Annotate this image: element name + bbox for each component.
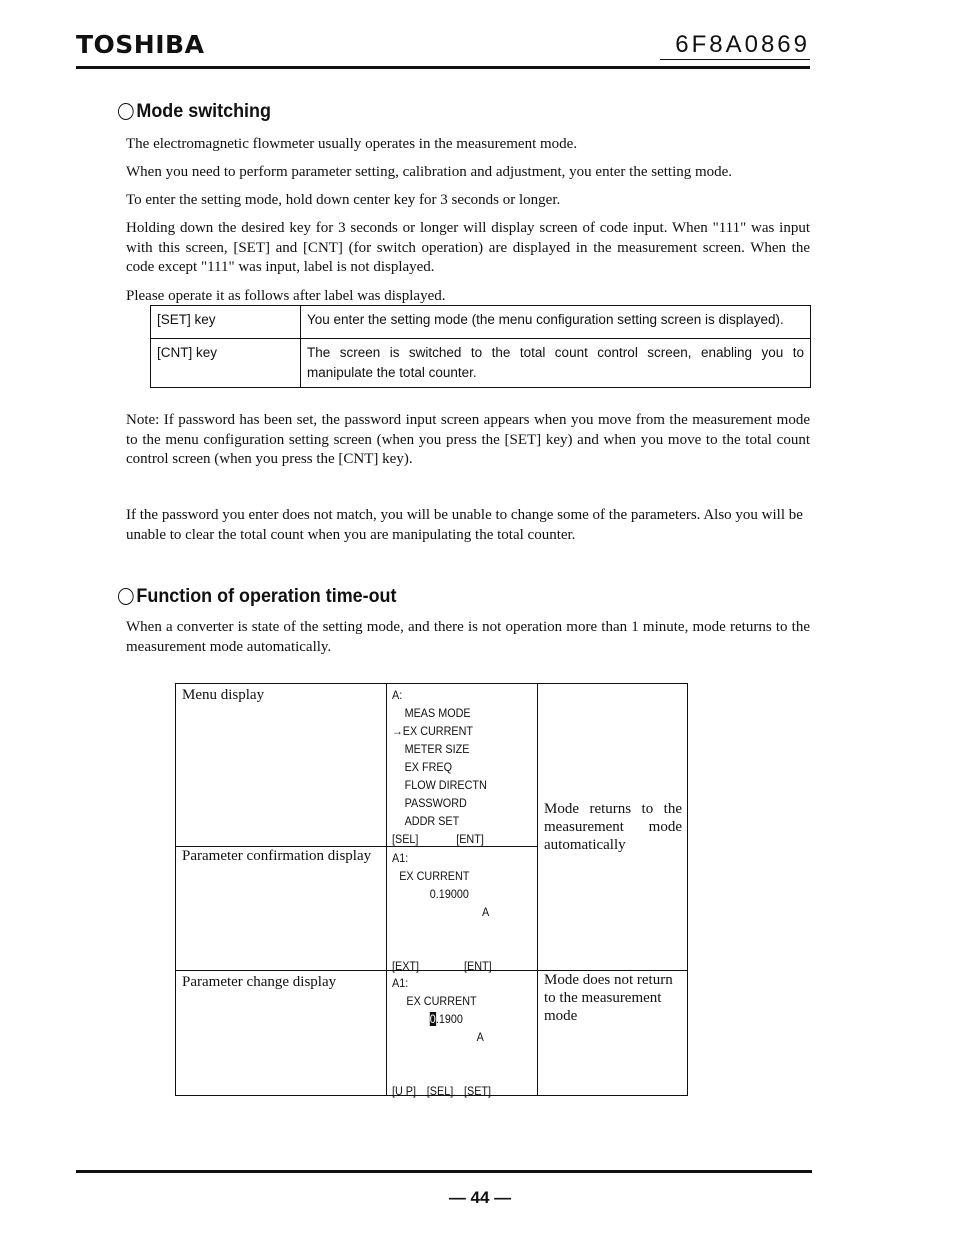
column-divider (537, 684, 538, 1095)
circle-bullet-icon (118, 588, 134, 605)
table-row (151, 306, 811, 339)
result-returns: Mode returns to the measurement mode automatically (544, 801, 682, 853)
softkey-sel: [SEL] (426, 1084, 454, 1098)
softkey-row (392, 957, 492, 975)
table-row (151, 339, 811, 388)
paragraph: Please operate it as follows after label was displayed. (126, 288, 446, 304)
section-title: Mode switching (136, 100, 271, 122)
menu-item-selected: →EX CURRENT (392, 724, 474, 738)
arrow-right-icon: → (392, 724, 403, 738)
lcd-screen-change (392, 974, 491, 1100)
lcd-screen-confirmation (392, 849, 492, 975)
softkey-ext: [EXT] (392, 959, 420, 973)
parameter-value: 0.19000 (429, 887, 469, 901)
timeout-table (175, 683, 688, 1096)
section-mode-switching-heading (118, 100, 271, 123)
key-cell: [CNT] key (151, 339, 301, 388)
footer-rule (76, 1170, 812, 1173)
note-paragraph: Note: If password has been set, the password input screen appears when you move from the measurement mode to the menu configuration setting screen (when you press the [SET] key) and when you move to the total count control screen (when you press the [CNT] key). (126, 412, 810, 467)
paragraph: When you need to perform parameter setting, calibration and adjustment, you enter the setting mode. (126, 164, 733, 180)
parameter-name: EX CURRENT (399, 869, 470, 883)
softkey-row (392, 1082, 491, 1100)
brand-logo: TOSHIBA (76, 30, 205, 59)
circle-bullet-icon (118, 103, 134, 120)
softkey-ent: [ENT] (456, 832, 484, 846)
description-cell: The screen is switched to the total count control screen, enabling you to manipulate the total counter. (301, 339, 811, 388)
menu-item: ADDR SET (404, 814, 460, 828)
parameter-value: 0.1900 (429, 1012, 463, 1026)
row-label-menu-display: Menu display (182, 687, 265, 703)
key-table (150, 305, 811, 388)
softkey-set: [SET] (464, 1084, 492, 1098)
description-cell: You enter the setting mode (the menu configuration setting screen is displayed). (301, 306, 811, 339)
header-rule (76, 66, 810, 69)
parameter-unit: A (482, 905, 490, 919)
paragraph: Holding down the desired key for 3 seconds or longer will display screen of code input. When "111" was input with this screen, [SET] and [CNT] (for switch operation) are displayed in the measurement screen. When the code except "111" was input, label is not displayed. (126, 220, 810, 275)
paragraph: When a converter is state of the setting mode, and there is not operation more than 1 minute, mode returns to the measurement mode automatically. (126, 619, 810, 655)
section-timeout-heading (118, 585, 397, 608)
softkey-ent: [ENT] (464, 959, 492, 973)
softkey-row (392, 830, 487, 848)
parameter-name: EX CURRENT (406, 994, 477, 1008)
paragraph: To enter the setting mode, hold down center key for 3 seconds or longer. (126, 192, 561, 208)
result-not-returns: Mode does not return to the measurement mode (544, 972, 673, 1024)
row-label-parameter-confirmation: Parameter confirmation display (182, 848, 372, 864)
document-number: 6F8A0869 (660, 31, 810, 60)
edit-cursor: 0 (429, 1012, 436, 1026)
menu-item: EX FREQ (404, 760, 453, 774)
parameter-unit: A (476, 1030, 484, 1044)
menu-item: PASSWORD (404, 796, 467, 810)
screen-title: A: (392, 688, 403, 702)
password-paragraph: If the password you enter does not match, you will be unable to change some of the parameters. Also you will be unable to clear the total count when you are manipulating the total counter. (126, 507, 803, 543)
lcd-screen-menu (392, 686, 487, 848)
row-label-parameter-change: Parameter change display (182, 974, 337, 990)
menu-item: FLOW DIRECTN (404, 778, 487, 792)
softkey-sel: [SEL] (392, 832, 419, 846)
screen-title: A1: (392, 851, 409, 865)
key-cell: [SET] key (151, 306, 301, 339)
softkey-up: [U P] (392, 1084, 417, 1098)
section-title: Function of operation time-out (136, 585, 397, 607)
menu-item: MEAS MODE (404, 706, 471, 720)
menu-item: METER SIZE (404, 742, 470, 756)
column-divider (386, 684, 387, 1095)
paragraph: The electromagnetic flowmeter usually operates in the measurement mode. (126, 136, 578, 152)
screen-title: A1: (392, 976, 409, 990)
page-number: — 44 — (448, 1188, 512, 1207)
